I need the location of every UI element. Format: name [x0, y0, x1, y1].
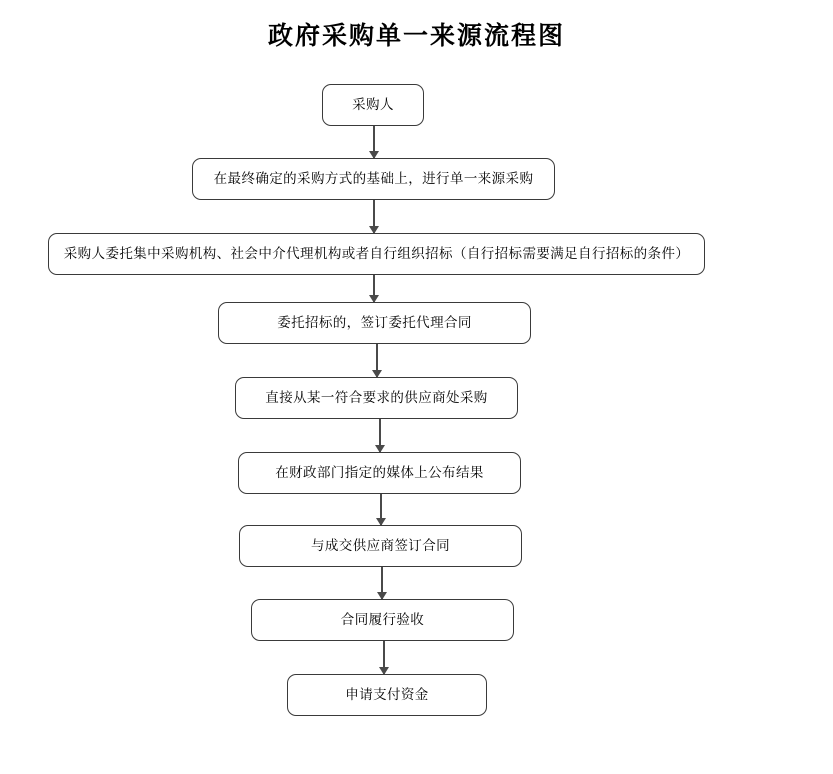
flow-node[interactable]: 合同履行验收 [251, 599, 514, 641]
page-title: 政府采购单一来源流程图 [267, 23, 565, 50]
flow-node[interactable]: 在财政部门指定的媒体上公布结果 [238, 452, 521, 494]
flow-node[interactable]: 与成交供应商签订合同 [239, 525, 522, 567]
flow-node[interactable]: 采购人委托集中采购机构、社会中介代理机构或者自行组织招标（自行招标需要满足自行招标的条件） [48, 233, 705, 275]
flow-connector-arrow [373, 200, 375, 233]
flow-node[interactable]: 申请支付资金 [287, 674, 487, 716]
flow-connector-arrow [380, 494, 382, 525]
flow-connector-arrow [376, 344, 378, 377]
flow-connector-arrow [373, 126, 375, 158]
flow-node[interactable]: 委托招标的，签订委托代理合同 [218, 302, 531, 344]
flow-connector-arrow [373, 275, 375, 302]
flow-node[interactable]: 在最终确定的采购方式的基础上，进行单一来源采购 [192, 158, 555, 200]
flow-connector-arrow [379, 419, 381, 452]
flow-node[interactable]: 直接从某一符合要求的供应商处采购 [235, 377, 518, 419]
flow-node[interactable]: 采购人 [322, 84, 424, 126]
flow-connector-arrow [383, 641, 385, 674]
flow-connector-arrow [381, 567, 383, 599]
